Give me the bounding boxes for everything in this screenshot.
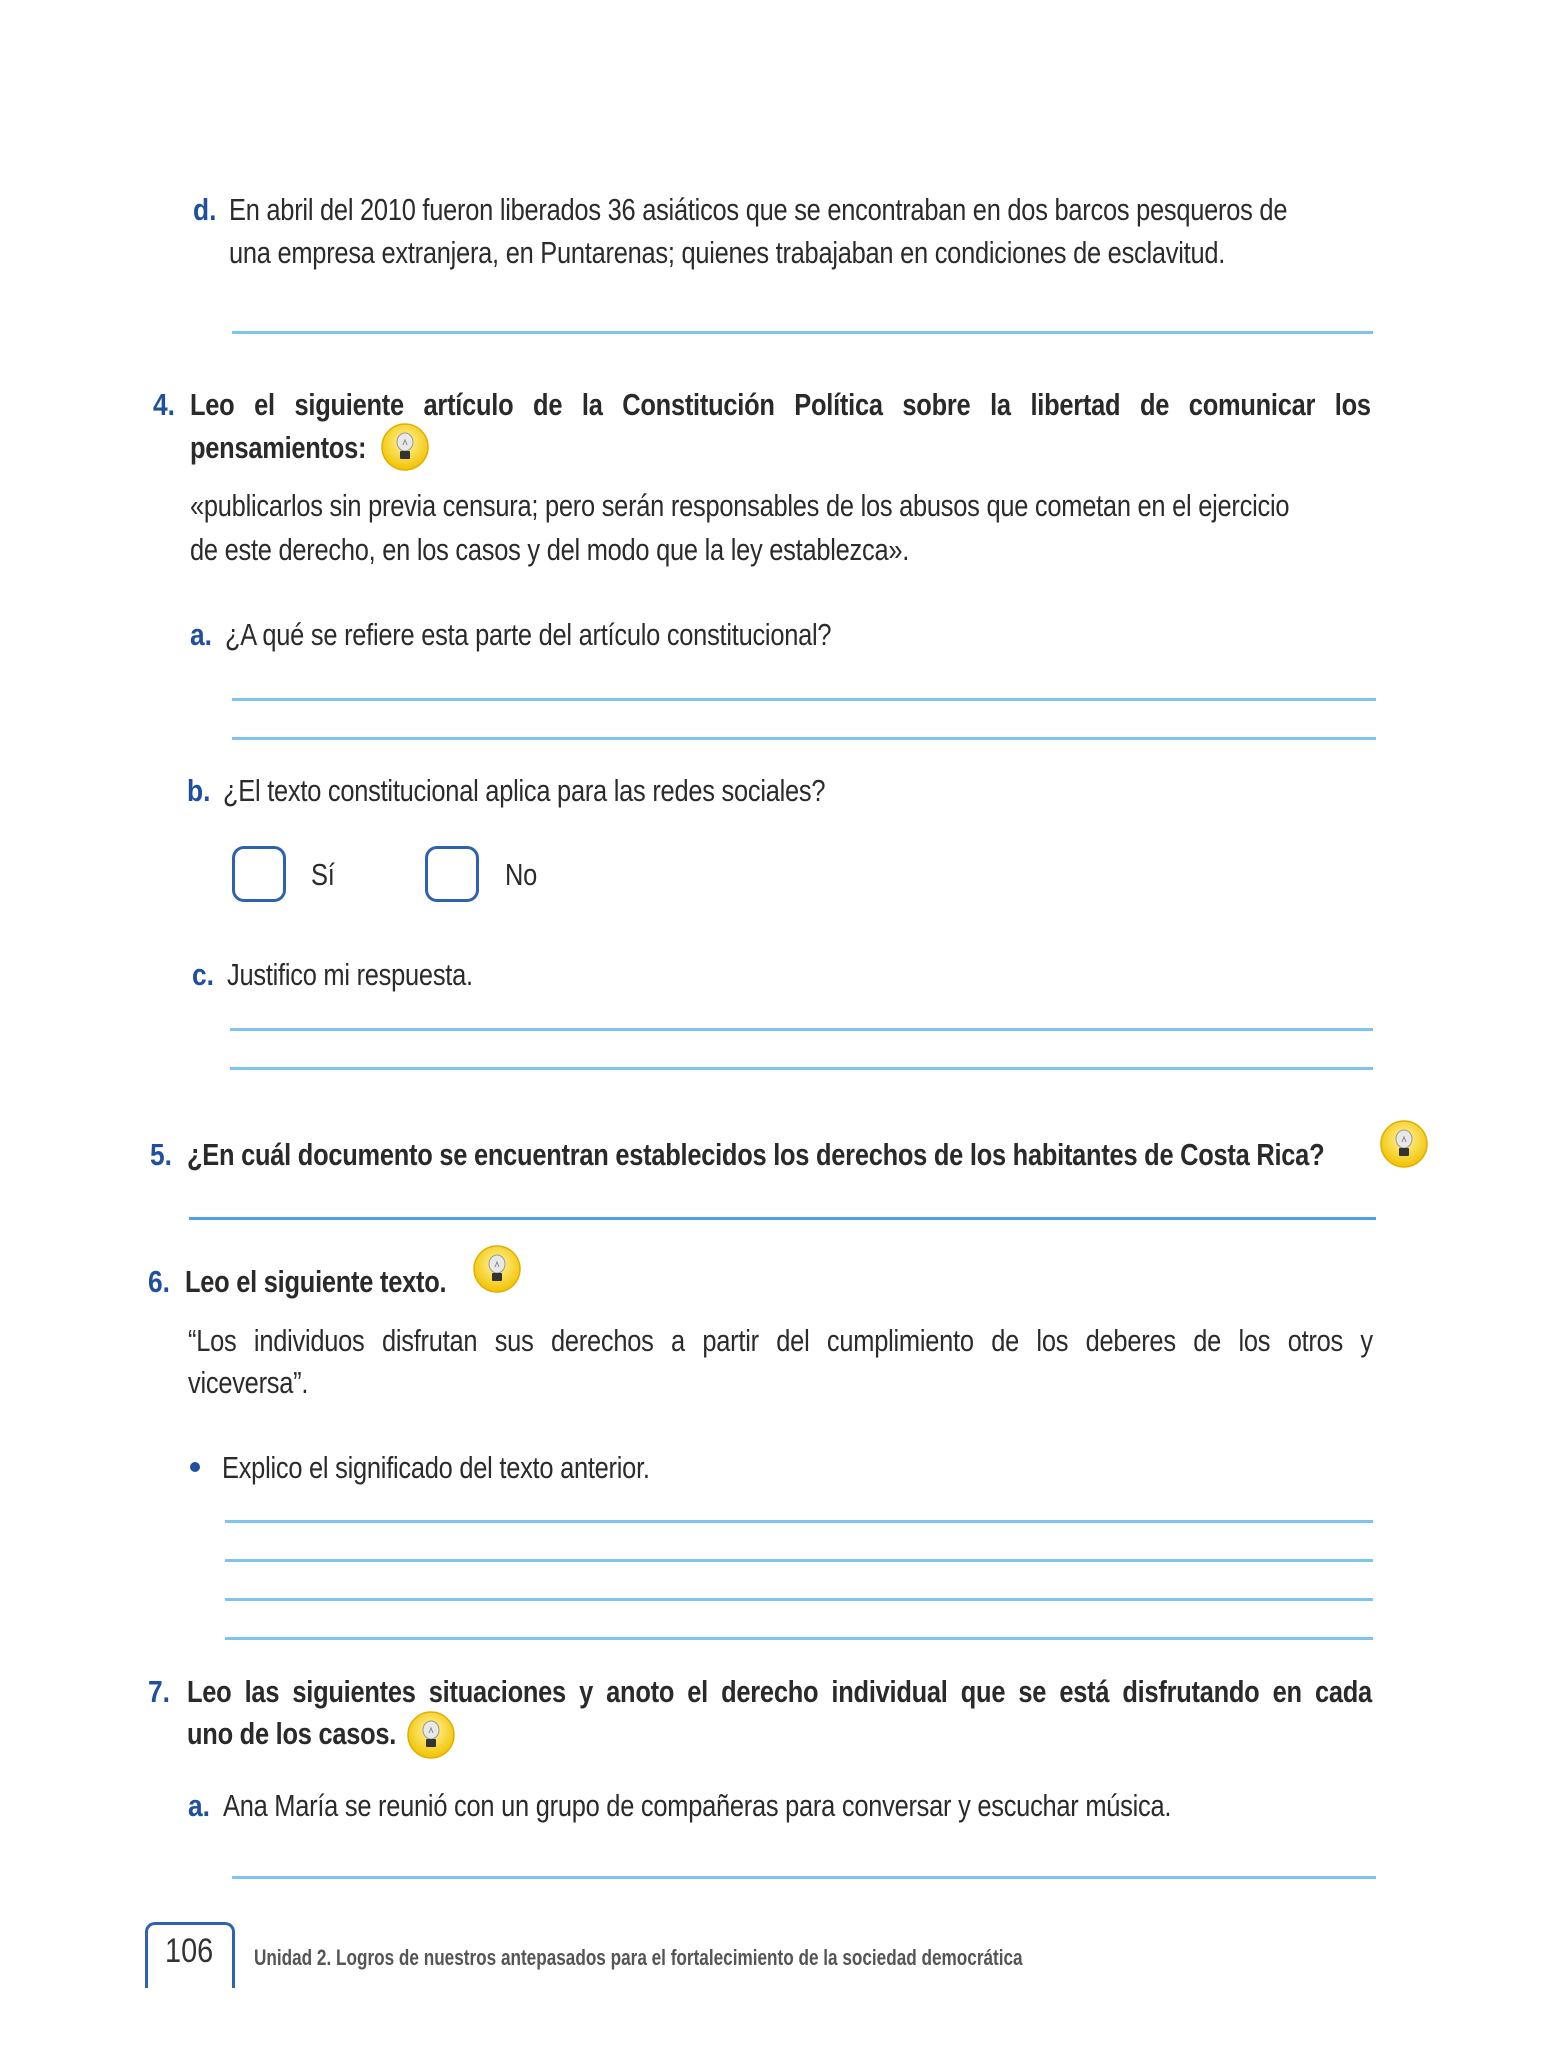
lightbulb-icon bbox=[473, 1245, 521, 1293]
q7-a-text: Ana María se reunió con un grupo de compañeras para conversar y escuchar música. bbox=[223, 1788, 1172, 1823]
question-4-text-line: Leo el siguiente artículo de la Constitución Política sobre la libertad de comunicar los bbox=[190, 387, 1371, 422]
lightbulb-icon bbox=[407, 1711, 455, 1759]
option-no-label: No bbox=[505, 857, 538, 892]
q4-c-label: c. bbox=[192, 957, 214, 992]
question-6-number: 6. bbox=[148, 1264, 170, 1299]
question-5-text: ¿En cuál documento se encuentran establecidos los derechos de los habitantes de Costa Rica? bbox=[187, 1137, 1325, 1172]
answer-line[interactable] bbox=[232, 737, 1376, 740]
answer-line[interactable] bbox=[230, 1028, 1373, 1031]
question-6-text: Leo el siguiente texto. bbox=[185, 1264, 447, 1299]
answer-line[interactable] bbox=[232, 698, 1376, 701]
question-7-text-line: Leo las siguientes situaciones y anoto el derecho individual que se está disfrutando en cada bbox=[187, 1674, 1372, 1709]
question-5-number: 5. bbox=[150, 1137, 172, 1172]
question-4-number: 4. bbox=[153, 387, 175, 422]
answer-line[interactable] bbox=[225, 1520, 1373, 1523]
item-d-label: d. bbox=[193, 192, 217, 227]
answer-line[interactable] bbox=[225, 1637, 1373, 1640]
question-7-text-line: uno de los casos. bbox=[187, 1716, 397, 1751]
bullet-text: Explico el significado del texto anterior. bbox=[222, 1450, 650, 1485]
lightbulb-icon bbox=[381, 423, 429, 471]
q4-a-text: ¿A qué se refiere esta parte del artículo constitucional? bbox=[225, 617, 832, 652]
q4-b-label: b. bbox=[187, 773, 211, 808]
checkbox-no[interactable] bbox=[425, 846, 479, 902]
answer-line[interactable] bbox=[189, 1217, 1376, 1220]
answer-line[interactable] bbox=[232, 331, 1373, 334]
q7-a-label: a. bbox=[188, 1788, 210, 1823]
quote-line: «publicarlos sin previa censura; pero serán responsables de los abusos que cometan en el ejercicio bbox=[190, 488, 1290, 523]
footer-unit-title: Unidad 2. Logros de nuestros antepasados para el fortalecimiento de la sociedad democrática bbox=[254, 1945, 1023, 1970]
option-si-label: Sí bbox=[311, 857, 335, 892]
q4-b-text: ¿El texto constitucional aplica para las redes sociales? bbox=[223, 773, 826, 808]
page-number: 106 bbox=[165, 1932, 214, 1970]
answer-line[interactable] bbox=[225, 1598, 1373, 1601]
quote-line: “Los individuos disfrutan sus derechos a partir del cumplimiento de los deberes de los otros y bbox=[188, 1323, 1373, 1358]
item-d-text-line: En abril del 2010 fueron liberados 36 asiáticos que se encontraban en dos barcos pesqueros de bbox=[229, 192, 1288, 227]
item-d-text-line: una empresa extranjera, en Puntarenas; quienes trabajaban en condiciones de esclavitud. bbox=[229, 235, 1226, 270]
q4-a-label: a. bbox=[190, 617, 212, 652]
answer-line[interactable] bbox=[232, 1876, 1376, 1879]
question-4-text-line: pensamientos: bbox=[190, 430, 367, 465]
bullet-icon bbox=[190, 1462, 200, 1472]
quote-line: viceversa”. bbox=[188, 1365, 309, 1400]
answer-line[interactable] bbox=[225, 1559, 1373, 1562]
checkbox-si[interactable] bbox=[232, 846, 286, 902]
quote-line: de este derecho, en los casos y del modo que la ley establezca». bbox=[190, 532, 910, 567]
q4-c-text: Justifico mi respuesta. bbox=[227, 957, 473, 992]
lightbulb-icon bbox=[1380, 1120, 1428, 1168]
answer-line[interactable] bbox=[230, 1067, 1373, 1070]
question-7-number: 7. bbox=[148, 1674, 170, 1709]
